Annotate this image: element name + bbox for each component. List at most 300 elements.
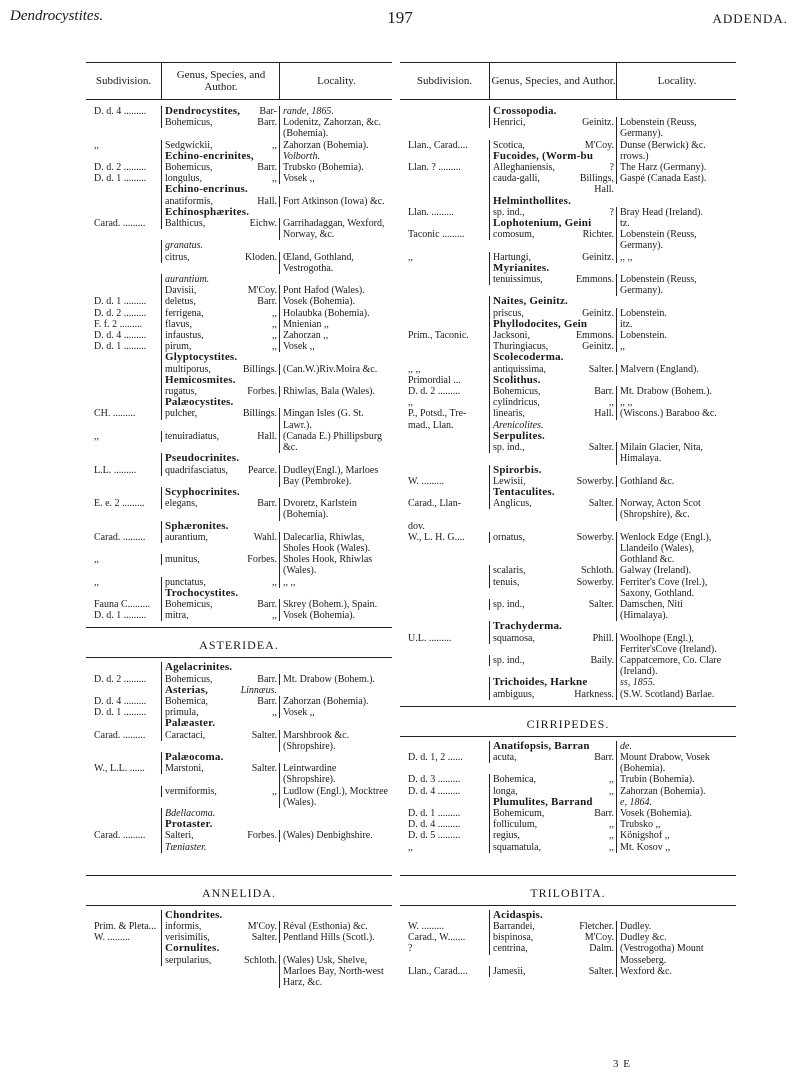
author-name: M'Coy. <box>247 285 277 297</box>
genus-row <box>86 943 392 954</box>
species-name: Sedgwickii, <box>165 139 213 151</box>
genus-name: Dendrocystites, <box>165 105 241 117</box>
genus-species-cell <box>489 106 616 117</box>
species-name: Davisii, <box>165 285 197 297</box>
genus-species-cell <box>489 151 616 162</box>
right-table <box>400 62 736 981</box>
subdivision-cell: Carad., Llan- <box>408 498 462 510</box>
species-row <box>400 397 736 408</box>
genus-species-cell <box>161 151 279 162</box>
species-row <box>400 498 736 520</box>
subdivision-heading: Subdivision. <box>95 75 152 87</box>
subdivision-cell: D. d. 2 ......... <box>94 307 147 319</box>
subdivision-cell: CH. ......... <box>94 408 136 420</box>
section-title: ADDENDA. <box>712 11 788 26</box>
genus-name: Phyllodocites, Gein <box>493 317 588 330</box>
genus-species-cell <box>161 453 279 464</box>
species-name: anatiformis, <box>165 195 214 207</box>
genus-species-cell <box>489 966 616 977</box>
locality-cell: (Vestrogotha) Mount Mosseberg. <box>616 943 736 965</box>
left-main-body <box>86 100 392 627</box>
asteridea-heading: ASTERIDEA. <box>86 627 392 658</box>
locality-cell: Dunse (Berwick) &c. <box>616 140 736 151</box>
author-name: Billings, <box>579 173 614 185</box>
species-row <box>86 932 392 943</box>
genus-name: Lophotenium, Geini <box>493 217 592 230</box>
species-row <box>400 184 736 195</box>
subdivision-cell: Prim., Taconic. <box>408 330 469 342</box>
locality-cell: Vosek ,, <box>279 173 392 184</box>
genus-species-cell <box>489 655 616 666</box>
author-name <box>611 910 614 921</box>
genus-row <box>86 207 392 218</box>
species-row <box>86 408 392 430</box>
species-name: munitus, <box>165 554 200 566</box>
species-row <box>400 330 736 341</box>
subdivision-cell: W., L.L. ...... <box>94 763 145 775</box>
subdivision-cell: dov. <box>408 520 425 532</box>
species-name: Alleghaniensis, <box>493 162 555 174</box>
genus-row <box>400 677 736 688</box>
subdivision-cell: D. d. 4 ......... <box>408 819 461 831</box>
subdivision-cell: Carad. ......... <box>94 729 146 741</box>
author-name <box>274 588 277 599</box>
locality-cell: (Canada E.) Phillipsburg &c. <box>279 431 392 453</box>
genus-species-cell <box>489 296 616 307</box>
species-row <box>400 162 736 173</box>
author-name: ,, <box>609 830 614 842</box>
locality-cell: Mount Drabow, Vosek (Bohemia). <box>616 752 736 774</box>
species-row <box>400 476 736 487</box>
species-name: elegans, <box>165 498 198 510</box>
subdivision-heading: Subdivision. <box>416 75 473 87</box>
locality-cell: Rhiwlas, Bala (Wales). <box>279 386 392 397</box>
locality-cell: Sholes Hook, Rhiwlas (Wales). <box>279 554 392 576</box>
genus-species-cell <box>489 842 616 853</box>
genus-name: Agelacrinites. <box>165 661 233 674</box>
species-name: longulus, <box>165 173 202 185</box>
species-name: Anglicus, <box>493 498 532 510</box>
subdivision-cell: D. d. 4 ......... <box>94 330 147 342</box>
species-row <box>86 577 392 588</box>
locality-cell: ,, ,, <box>616 252 736 263</box>
genus-row <box>86 718 392 729</box>
author-name: Dalm. <box>589 943 614 955</box>
author-name: ,, <box>272 139 277 151</box>
species-row <box>400 599 736 621</box>
genus-species-cell <box>161 921 279 932</box>
right-table-header <box>400 62 736 100</box>
species-row <box>86 786 392 808</box>
genus-name: Myrianites. <box>493 261 550 274</box>
author-name <box>611 151 614 162</box>
author-name <box>611 218 614 229</box>
species-row <box>400 943 736 965</box>
genus-species-cell <box>489 689 616 700</box>
species-name: Bohemicus, <box>165 162 213 174</box>
genus-species-cell <box>489 465 616 476</box>
genus-name: Pseudocrinites. <box>165 452 240 465</box>
locality-cell: Holaubka (Bohemia). <box>279 308 392 319</box>
locality-cell: Pentland Hills (Scotl.). <box>279 932 392 943</box>
subdivision-cell: D. d. 1 ......... <box>94 610 147 622</box>
author-name: Geinitz. <box>582 307 614 319</box>
author-name <box>274 487 277 498</box>
locality-cell: Ferriter's Cove (Irel.), Saxony, Gothland. <box>616 577 736 599</box>
species-name: ferrigena, <box>165 307 204 319</box>
subdivision-cell: ? <box>408 943 413 955</box>
species-name: infaustus, <box>165 330 204 342</box>
genus-row <box>86 352 392 363</box>
species-row <box>86 554 392 576</box>
species-name: squamatula, <box>493 841 542 853</box>
locality-cell: itz. <box>616 319 736 330</box>
author-name <box>274 453 277 464</box>
author-name <box>611 196 614 207</box>
species-row <box>400 252 736 263</box>
locality-cell: Pont Hafod (Wales). <box>279 285 392 296</box>
genus-row <box>400 352 736 363</box>
genus-species-cell <box>161 532 279 543</box>
locality-cell: Dudley. <box>616 921 736 932</box>
genus-name: Trachyderma. <box>493 620 563 633</box>
species-name: Tæniaster. <box>165 841 207 853</box>
author-name: Sowerby. <box>576 576 614 588</box>
genus-heading: Genus, Species, and Author. <box>489 63 617 99</box>
subdivision-cell: D. d. 5 ......... <box>408 830 461 842</box>
species-name: tenuiradiatus, <box>165 430 220 442</box>
locality-cell: Vosek (Bohemia). <box>279 296 392 307</box>
species-row <box>400 577 736 599</box>
species-name: pirum, <box>165 341 192 353</box>
author-name: Kloden. <box>245 251 277 263</box>
author-name: Forbes. <box>247 386 277 398</box>
subdivision-cell: D. d. 4 ......... <box>408 785 461 797</box>
genus-species-cell <box>161 752 279 763</box>
author-name: Sowerby. <box>576 531 614 543</box>
genus-species-cell <box>161 610 279 621</box>
subdivision-cell: W. ......... <box>408 921 445 932</box>
genus-heading: Genus, Species, and Author. <box>161 63 280 99</box>
locality-cell: Wenlock Edge (Engl.), Llandeilo (Wales), Gothland &c. <box>616 532 736 566</box>
subdivision-cell: ,, <box>94 430 99 442</box>
locality-cell: Lobenstein (Reuss, Germany). <box>616 117 736 139</box>
genus-species-cell <box>489 184 616 195</box>
author-name: Sowerby. <box>576 475 614 487</box>
species-name: Thuringiacus, <box>493 341 549 353</box>
genus-row <box>400 487 736 498</box>
genus-species-cell <box>489 910 616 921</box>
author-name <box>274 662 277 673</box>
author-name: Barr. <box>257 498 277 510</box>
genus-species-cell <box>161 943 279 954</box>
author-name: Barr. <box>594 807 614 819</box>
species-name: sp. ind., <box>493 654 525 666</box>
author-name: Hall. <box>257 430 277 442</box>
locality-cell: Damschen, Niti (Himalaya). <box>616 599 736 621</box>
locality-cell: Dudley(Engl.), Marloes Bay (Pembroke). <box>279 465 392 487</box>
author-name: Barr. <box>257 695 277 707</box>
locality-cell: Zahorzan ,, <box>279 330 392 341</box>
locality-cell: Galway (Ireland). <box>616 565 736 576</box>
locality-cell: rande, 1865. <box>279 106 392 117</box>
species-row <box>400 819 736 830</box>
species-name: tenuissimus, <box>493 274 543 286</box>
species-name: deletus, <box>165 296 196 308</box>
species-name: Scotica, <box>493 139 525 151</box>
subdivision-cell: D. d. 2 ......... <box>408 386 461 398</box>
genus-row <box>86 487 392 498</box>
locality-cell: The Harz (Germany). <box>616 162 736 173</box>
author-name: Geinitz. <box>582 251 614 263</box>
locality-cell: Vosek (Bohemia). <box>616 808 736 819</box>
species-row <box>86 730 392 752</box>
genus-name: Trochocystites. <box>165 586 239 599</box>
species-row <box>86 498 392 520</box>
genus-species-cell <box>489 196 616 207</box>
genus-name: Palæaster. <box>165 717 216 730</box>
subdivision-cell: ,, <box>408 397 413 409</box>
species-row <box>400 655 736 677</box>
author-name <box>274 943 277 954</box>
genus-name: Scolithus. <box>493 373 541 386</box>
species-name: antiquissima, <box>493 363 547 375</box>
locality-heading: Locality. <box>279 63 393 99</box>
author-name <box>611 465 614 476</box>
genus-species-cell <box>161 588 279 599</box>
genus-name: Plumulites, Barrand <box>493 795 593 808</box>
locality-cell: Mnienian ,, <box>279 319 392 330</box>
species-name: rugatus, <box>165 386 197 398</box>
genus-name: Palæocoma. <box>165 750 224 763</box>
author-name: Hall. <box>594 184 614 196</box>
species-name: Hartungi, <box>493 251 532 263</box>
species-name: ornatus, <box>493 531 525 543</box>
species-row <box>400 173 736 184</box>
genus-species-cell <box>161 685 279 696</box>
author-name: ,, <box>272 576 277 588</box>
genus-species-cell <box>161 274 279 285</box>
species-row <box>86 696 392 707</box>
subdivision-cell: Llan. ......... <box>408 206 454 218</box>
author-name <box>611 677 614 688</box>
author-name: ,, <box>272 318 277 330</box>
author-name <box>274 151 277 162</box>
species-name: aurantium. <box>165 274 210 286</box>
genus-row <box>400 263 736 274</box>
genus-row <box>86 521 392 532</box>
genus-name: Serpulites. <box>493 429 546 442</box>
author-name: Barr. <box>257 673 277 685</box>
genus-species-cell <box>161 554 279 565</box>
genus-species-cell <box>489 487 616 498</box>
locality-cell: Vosek (Bohemia). <box>279 610 392 621</box>
author-name <box>274 718 277 729</box>
running-header <box>0 8 800 32</box>
author-name <box>274 207 277 218</box>
locality-cell: Dvoretz, Karlstein (Bohemia). <box>279 498 392 520</box>
locality-cell: Trubsko ,, <box>616 819 736 830</box>
species-name: vermiformis, <box>165 785 217 797</box>
genus-species-cell <box>161 431 279 442</box>
genus-species-cell <box>489 352 616 363</box>
author-name <box>611 621 614 632</box>
author-name: ,, <box>609 841 614 853</box>
species-row <box>86 955 392 989</box>
subdivision-cell: ,, <box>94 139 99 151</box>
locality-cell: Milain Glacier, Nita, Himalaya. <box>616 442 736 464</box>
species-row <box>400 842 736 853</box>
genus-species-cell <box>161 397 279 408</box>
species-row <box>86 285 392 296</box>
author-name: Linnæus. <box>240 684 277 696</box>
species-name: quadrifasciatus, <box>165 464 229 476</box>
genus-name: Echino-encrinites, <box>165 149 254 162</box>
species-row <box>400 442 736 464</box>
subdivision-cell: Llan., Carad.... <box>408 139 468 151</box>
genus-species-cell <box>161 842 279 853</box>
genus-species-cell <box>489 386 616 397</box>
subdivision-cell: Llan., Carad.... <box>408 965 468 977</box>
genus-name: Anatifopsis, Barran <box>493 739 590 752</box>
locality-cell: Gaspé (Canada East). <box>616 173 736 184</box>
species-row <box>86 341 392 352</box>
species-row <box>400 274 736 296</box>
genus-species-cell <box>489 819 616 830</box>
author-name <box>611 263 614 274</box>
locality-cell: Lobenstein. <box>616 308 736 319</box>
species-row <box>86 763 392 785</box>
author-name: Barr. <box>257 162 277 174</box>
species-name: Arenicolites. <box>493 419 544 431</box>
genus-row <box>400 375 736 386</box>
author-name: ,, <box>272 707 277 719</box>
species-row <box>400 689 736 700</box>
species-name: sp. ind., <box>493 598 525 610</box>
species-name: Jamesii, <box>493 965 526 977</box>
page-number: 197 <box>387 8 413 27</box>
genus-species-cell <box>161 465 279 476</box>
author-name: ,, <box>609 774 614 786</box>
species-row <box>400 633 736 655</box>
species-row <box>86 240 392 251</box>
genus-species-cell <box>161 819 279 830</box>
genus-species-cell <box>161 240 279 251</box>
genus-row <box>86 588 392 599</box>
species-name: primula, <box>165 707 199 719</box>
subdivision-cell: E. e. 2 ......... <box>94 498 145 510</box>
species-name: Salteri, <box>165 830 194 842</box>
genus-species-cell <box>489 808 616 819</box>
genus-species-cell <box>489 431 616 442</box>
author-name <box>274 819 277 830</box>
genus-species-cell <box>489 408 616 419</box>
genus-name: Chondrites. <box>165 908 223 921</box>
genus-name: Sphæronites. <box>165 519 229 532</box>
genus-species-cell <box>489 921 616 932</box>
genus-row <box>400 431 736 442</box>
author-name <box>274 352 277 363</box>
genus-species-cell <box>161 218 279 229</box>
species-name: ambiguus, <box>493 688 535 700</box>
species-row <box>400 565 736 576</box>
species-name: Lewisii, <box>493 475 526 487</box>
author-name: Salter. <box>251 729 277 741</box>
genus-name: Asterias, <box>165 683 209 696</box>
subdivision-cell: P., Potsd., Tre- <box>408 408 467 420</box>
species-row <box>400 774 736 785</box>
genus-species-cell <box>161 162 279 173</box>
author-name: ,, <box>272 785 277 797</box>
subdivision-cell: D. d. 4 ......... <box>94 695 147 707</box>
genus-species-cell <box>489 229 616 240</box>
subdivision-cell: D. d. 1 ......... <box>408 807 461 819</box>
locality-cell: Mt. Drabow (Bohem.). <box>616 386 736 397</box>
genus-species-cell <box>161 296 279 307</box>
species-row <box>86 465 392 487</box>
species-name: citrus, <box>165 251 190 263</box>
species-name: acuta, <box>493 751 517 763</box>
species-name: longa, <box>493 785 518 797</box>
locality-cell: Lobenstein. <box>616 330 736 341</box>
species-row <box>86 162 392 173</box>
locality-cell: Réval (Esthonia) &c. <box>279 921 392 932</box>
genus-species-cell <box>489 263 616 274</box>
genus-name: Cornulites. <box>165 942 220 955</box>
genus-row <box>86 752 392 763</box>
genus-row <box>400 621 736 632</box>
species-row <box>86 330 392 341</box>
genus-species-cell <box>161 408 279 419</box>
species-row <box>400 229 736 251</box>
species-name: Bohemicus, <box>165 673 213 685</box>
author-name <box>611 296 614 307</box>
genus-species-cell <box>161 117 279 128</box>
species-row <box>86 532 392 554</box>
genus-species-cell <box>489 162 616 173</box>
genus-species-cell <box>161 718 279 729</box>
genus-species-cell <box>161 696 279 707</box>
species-name: comosum, <box>493 229 535 241</box>
species-name: sp. ind., <box>493 442 525 454</box>
author-name <box>274 274 277 285</box>
species-row <box>86 296 392 307</box>
genus-row <box>86 819 392 830</box>
genus-species-cell <box>161 662 279 673</box>
genus-species-cell <box>489 599 616 610</box>
locality-cell: Zahorzan (Bohemia). <box>616 786 736 797</box>
species-row <box>400 408 736 419</box>
author-name <box>274 752 277 763</box>
genus-species-cell <box>489 577 616 588</box>
genus-row <box>86 685 392 696</box>
genus-species-cell <box>161 487 279 498</box>
species-name: scalaris, <box>493 565 526 577</box>
author-name: Forbes. <box>247 554 277 566</box>
author-name: ,, <box>609 819 614 831</box>
genus-name: Tentaculites. <box>493 485 555 498</box>
author-name <box>611 106 614 117</box>
author-name <box>274 521 277 532</box>
locality-cell: Dalecarlia, Rhiwlas, Sholes Hook (Wales). <box>279 532 392 554</box>
author-name: ,, <box>609 785 614 797</box>
author-name: M'Coy. <box>584 139 614 151</box>
subdivision-cell: Carad. ......... <box>94 830 146 842</box>
author-name: Hall. <box>594 408 614 420</box>
locality-cell: (Wiscons.) Baraboo &c. <box>616 408 736 419</box>
cirripedes-body <box>400 737 736 875</box>
genus-name: Hemicosmites. <box>165 373 236 386</box>
